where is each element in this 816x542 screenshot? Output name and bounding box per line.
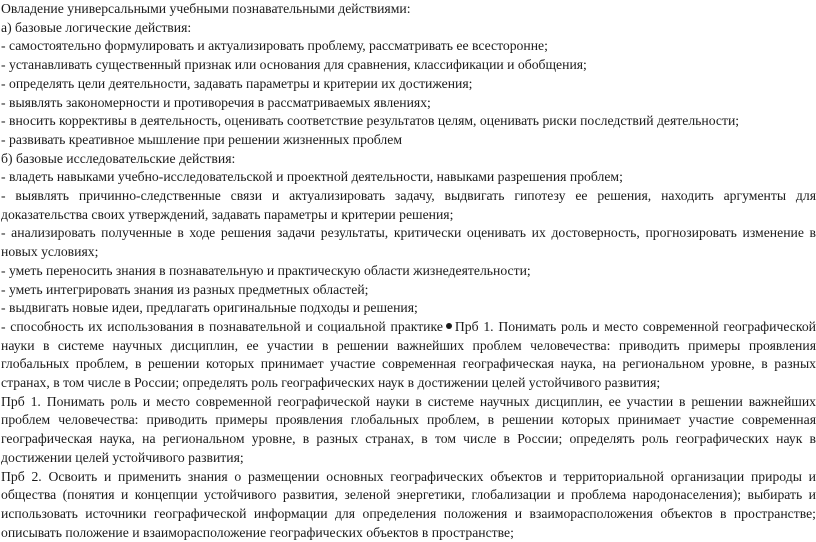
prb1-paragraph: Прб 1. Понимать роль и место современной географической науки в системе научных дисциплин, ее участии в решении важнейших проблем человечества: приводить примеры проявления глобальных проблем, в решении которых принимает участие современная географическая наука, на региональном уровне, в разных странах, в том числе в России; определять роль географических наук в достижении целей устойчивого развития; <box>1 393 816 465</box>
list-item: - уметь переносить знания в познавательную и практическую области жизнедеятельности; <box>1 262 531 278</box>
list-item-with-bullet <box>1 318 816 393</box>
list-item: - анализировать полученные в ходе решения задачи результаты, критически оценивать их достоверность, прогнозировать изменение в новых условиях; <box>1 225 816 260</box>
list-item: - развивать креативное мышление при решении жизненных проблем <box>1 131 403 147</box>
list-item: - выдвигать новые идеи, предлагать оригинальные подходы и решения; <box>1 300 418 316</box>
bullet-icon <box>446 323 452 329</box>
document-body <box>1 0 816 542</box>
list-item-start: - способность их использования в познавательной и социальной практике <box>1 318 443 334</box>
section-b-title: б) базовые исследовательские действия: <box>1 150 236 166</box>
document-heading: Овладение универсальными учебными познавательными действиями: <box>1 1 411 16</box>
list-item: - владеть навыками учебно-исследовательской и проектной деятельности, навыками разрешения проблем; <box>1 169 623 185</box>
section-a-title: а) базовые логические действия: <box>1 19 192 35</box>
list-item: - выявлять причинно-следственные связи и актуализировать задачу, выдвигать гипотезу ее решения, находить аргументы для доказательства своих утверждений, задавать параметры и критерии решения; <box>1 188 816 222</box>
list-item: - самостоятельно формулировать и актуализировать проблему, рассматривать ее всесторонне; <box>1 38 548 54</box>
list-item: - выявлять закономерности и противоречия в рассматриваемых явлениях; <box>1 94 431 110</box>
list-item: - определять цели деятельности, задавать параметры и критерии их достижения; <box>1 75 473 91</box>
list-item-rest: Прб 1. Понимать роль и место современной географической науки в системе научных дисциплин, ее участии в решении важнейших проблем человечества: приводить примеры проявления глобальных проблем, в решении которых принимает участие современная географическая наука, на региональном уровне, в разных странах, в том числе в России; определять роль географических наук в достижении целей устойчивого развития; <box>1 318 816 391</box>
list-item: - уметь интегрировать знания из разных предметных областей; <box>1 281 369 297</box>
list-item: - устанавливать существенный признак или основания для сравнения, классификации и обобщения; <box>1 57 587 73</box>
prb2-paragraph: Прб 2. Освоить и применить знания о размещении основных географических объектов и территориальной организации природы и общества (понятия и концепции устойчивого развития, зеленой энергетики, глобализации и проблема народонаселения); выбирать и использовать источники географической информации для определения положения и взаиморасположения объектов в пространстве; описывать положение и взаиморасположение географических объектов в пространстве; <box>1 468 816 540</box>
list-item: - вносить коррективы в деятельность, оценивать соответствие результатов целям, оценивать риски последствий деятельности; <box>1 113 740 129</box>
